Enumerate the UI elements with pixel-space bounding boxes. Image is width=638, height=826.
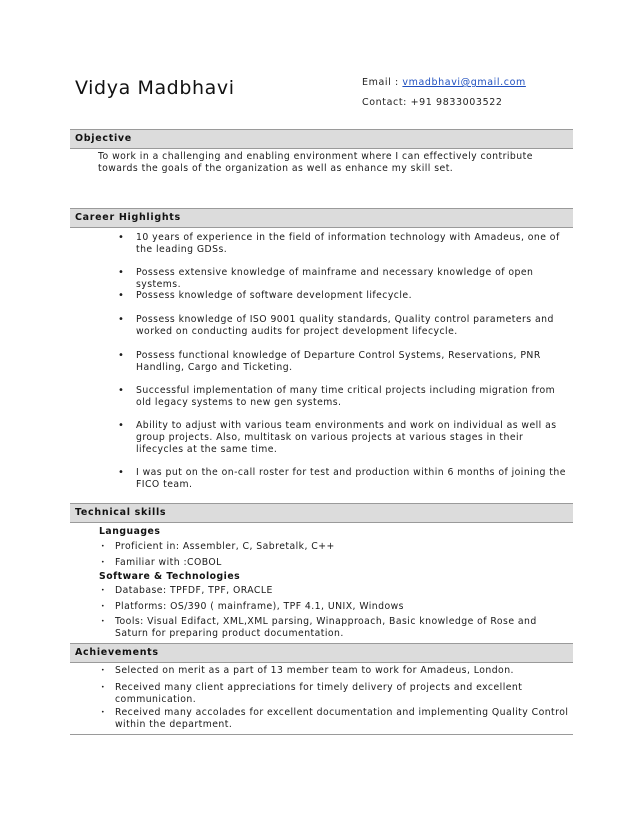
career-heading: Career Highlights: [75, 212, 181, 223]
objective-heading: Objective: [75, 133, 132, 144]
candidate-name: Vidya Madbhavi: [75, 77, 235, 99]
career-item: Possess extensive knowledge of mainframe and necessary knowledge of open systems.: [136, 267, 534, 290]
career-item: Ability to adjust with various team environments and work on individual as well as group projects. Also, multitask on various projects at various stages in their lifecycles at the same time.: [136, 420, 557, 455]
objective-text: To work in a challenging and enabling environment where I can effectively contribute towards the goals of the organization as well as enhance my skill set.: [98, 151, 533, 174]
bullet: •: [101, 709, 105, 716]
bullet: •: [118, 267, 124, 278]
achievements-heading: Achievements: [75, 647, 159, 658]
email-link[interactable]: vmadbhavi@gmail.com: [402, 77, 526, 88]
software-item: Platforms: OS/390 ( mainframe), TPF 4.1, UNIX, Windows: [115, 601, 404, 612]
career-item: Possess knowledge of ISO 9001 quality standards, Quality control parameters and worked on conducting audits for project development lifecycle.: [136, 314, 554, 337]
email-line: [362, 77, 526, 88]
bullet: •: [118, 420, 124, 431]
achievement-item: Received many accolades for excellent documentation and implementing Quality Control within the department.: [115, 707, 569, 730]
bullet: •: [101, 587, 105, 594]
contact-label: Contact:: [362, 97, 411, 108]
bullet: •: [101, 559, 105, 566]
bullet: •: [118, 350, 124, 361]
career-item: Possess knowledge of software development lifecycle.: [136, 290, 412, 301]
language-item: Familiar with :COBOL: [115, 557, 222, 568]
technical-heading-bar: [70, 503, 573, 523]
achievement-item: Received many client appreciations for timely delivery of projects and excellent communication.: [115, 682, 523, 705]
technical-heading: Technical skills: [75, 507, 167, 518]
languages-subheading: Languages: [99, 526, 161, 537]
bullet: •: [101, 684, 105, 691]
bullet: •: [118, 385, 124, 396]
bullet: •: [101, 603, 105, 610]
achievement-item: Selected on merit as a part of 13 member team to work for Amadeus, London.: [115, 665, 514, 676]
career-item: Possess functional knowledge of Departure Control Systems, Reservations, PNR Handling, Cargo and Ticketing.: [136, 350, 541, 373]
objective-heading-bar: [70, 129, 573, 149]
bullet: •: [118, 467, 124, 478]
email-label: Email :: [362, 77, 403, 88]
bullet: •: [101, 543, 105, 550]
software-item: Tools: Visual Edifact, XML,XML parsing, Winapproach, Basic knowledge of Rose and Saturn for preparing product documentation.: [115, 616, 537, 639]
bottom-divider: [70, 734, 573, 735]
language-item: Proficient in: Assembler, C, Sabretalk, C++: [115, 541, 335, 552]
career-item: I was put on the on-call roster for test and production within 6 months of joining the FICO team.: [136, 467, 566, 490]
bullet: •: [118, 232, 124, 243]
bullet: •: [101, 667, 105, 674]
bullet: •: [118, 314, 124, 325]
career-item: 10 years of experience in the field of information technology with Amadeus, one of the leading GDSs.: [136, 232, 560, 255]
bullet: •: [118, 290, 124, 301]
software-item: Database: TPFDF, TPF, ORACLE: [115, 585, 273, 596]
achievements-heading-bar: [70, 643, 573, 663]
software-subheading: Software & Technologies: [99, 571, 241, 582]
contact-number: +91 9833003522: [410, 97, 503, 108]
bullet: •: [101, 618, 105, 625]
career-heading-bar: [70, 208, 573, 228]
career-item: Successful implementation of many time critical projects including migration from old legacy systems to new gen systems.: [136, 385, 556, 408]
contact-line: [362, 97, 503, 108]
